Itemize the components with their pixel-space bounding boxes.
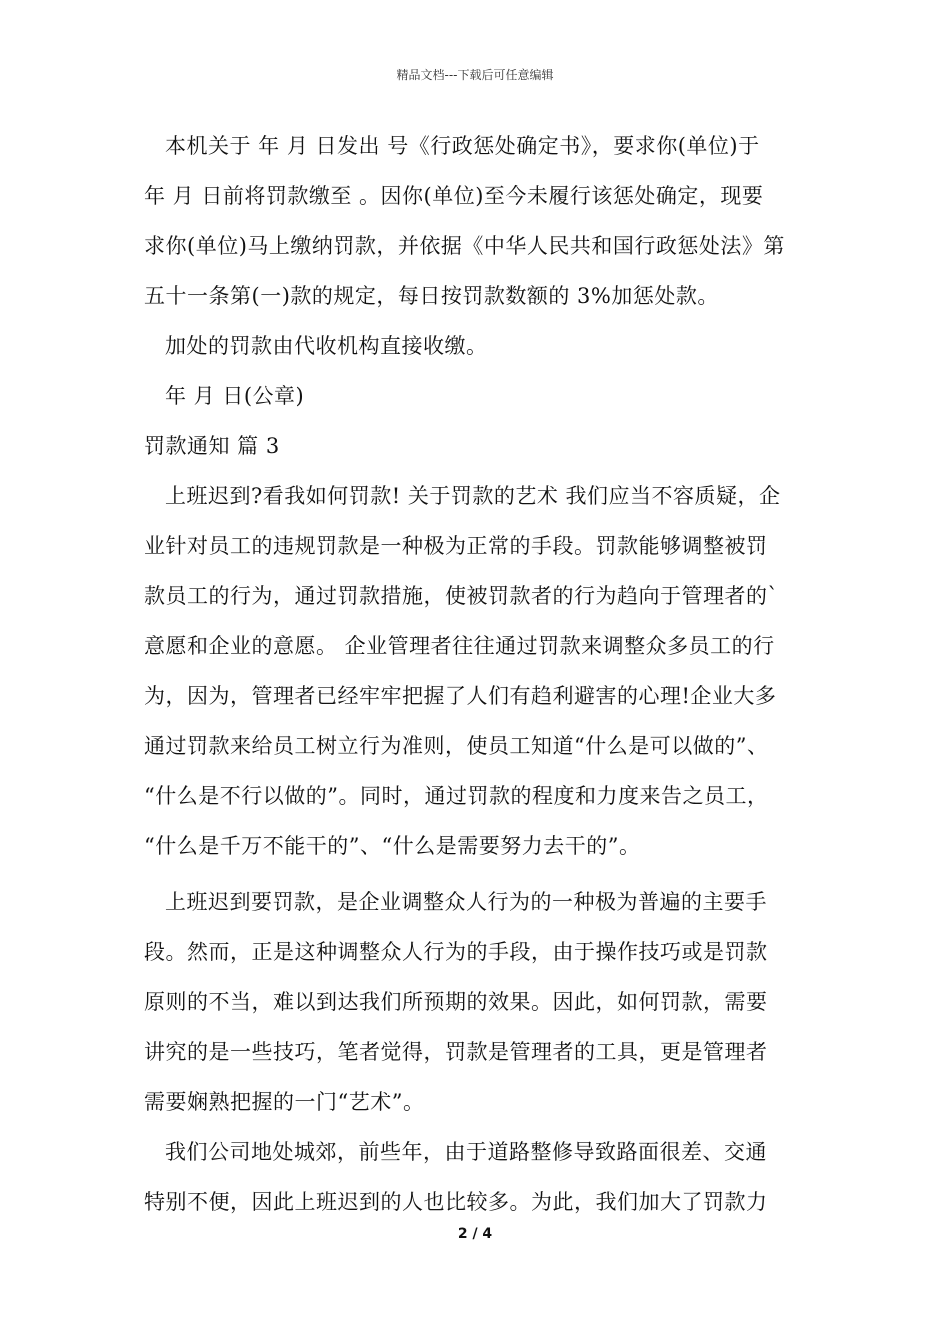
text-line: 求你(单位)马上缴纳罚款，并依据《中华人民共和国行政惩处法》第 [144, 234, 785, 258]
text-line: 加处的罚款由代收机构直接收缴。 [165, 334, 488, 358]
text-line: 五十一条第(一)款的规定，每日按罚款数额的 3%加惩处款。 [144, 284, 719, 308]
document-body [144, 128, 824, 1234]
text-line: 罚款通知 篇 3 [144, 434, 280, 458]
page-number: 2 / 4 [457, 1226, 493, 1242]
text-line: 需要娴熟把握的一门“艺术”。 [144, 1090, 425, 1114]
text-line: 为，因为，管理者已经牢牢把握了人们有趋利避害的心理!企业大多 [144, 684, 777, 708]
paragraph [144, 328, 824, 378]
text-line: 业针对员工的违规罚款是一种极为正常的手段。罚款能够调整被罚 [144, 534, 768, 558]
text-line: “什么是千万不能干的”、“什么是需要努力去干的”。 [144, 834, 641, 858]
text-line: 上班迟到要罚款，是企业调整众人行为的一种极为普遍的主要手 [165, 890, 767, 914]
text-line: 我们公司地处城郊，前些年，由于道路整修导致路面很差、交通 [165, 1140, 767, 1164]
section-heading [144, 428, 824, 478]
text-line: 讲究的是一些技巧，笔者觉得，罚款是管理者的工具，更是管理者 [144, 1040, 768, 1064]
date-stamp-line [144, 378, 824, 428]
text-line: “什么是不行以做的”。同时，通过罚款的程度和力度来告之员工， [144, 784, 769, 808]
page-header: 精品文档---下载后可任意编辑 [396, 68, 554, 82]
paragraph [144, 884, 824, 1134]
text-line: 段。然而，正是这种调整众人行为的手段，由于操作技巧或是罚款 [144, 940, 768, 964]
paragraph [144, 128, 824, 328]
paragraph [144, 478, 824, 878]
text-line: 特别不便，因此上班迟到的人也比较多。为此，我们加大了罚款力 [144, 1190, 768, 1214]
text-line: 原则的不当，难以到达我们所预期的效果。因此，如何罚款，需要 [144, 990, 768, 1014]
text-line: 年 月 日(公章) [165, 384, 305, 408]
text-line: 意愿和企业的意愿。 企业管理者往往通过罚款来调整众多员工的行 [144, 634, 775, 658]
paragraph [144, 1134, 824, 1234]
text-line: 年 月 日前将罚款缴至 。因你(单位)至今未履行该惩处确定，现要 [144, 184, 764, 208]
text-line: 通过罚款来给员工树立行为准则，使员工知道“什么是可以做的”、 [144, 734, 769, 758]
text-line: 上班迟到?看我如何罚款! 关于罚款的艺术 我们应当不容质疑，企 [165, 484, 781, 508]
text-line: 款员工的行为，通过罚款措施，使被罚款者的行为趋向于管理者的` [144, 584, 779, 608]
text-line: 本机关于 年 月 日发出 号《行政惩处确定书》，要求你(单位)于 [165, 134, 760, 158]
